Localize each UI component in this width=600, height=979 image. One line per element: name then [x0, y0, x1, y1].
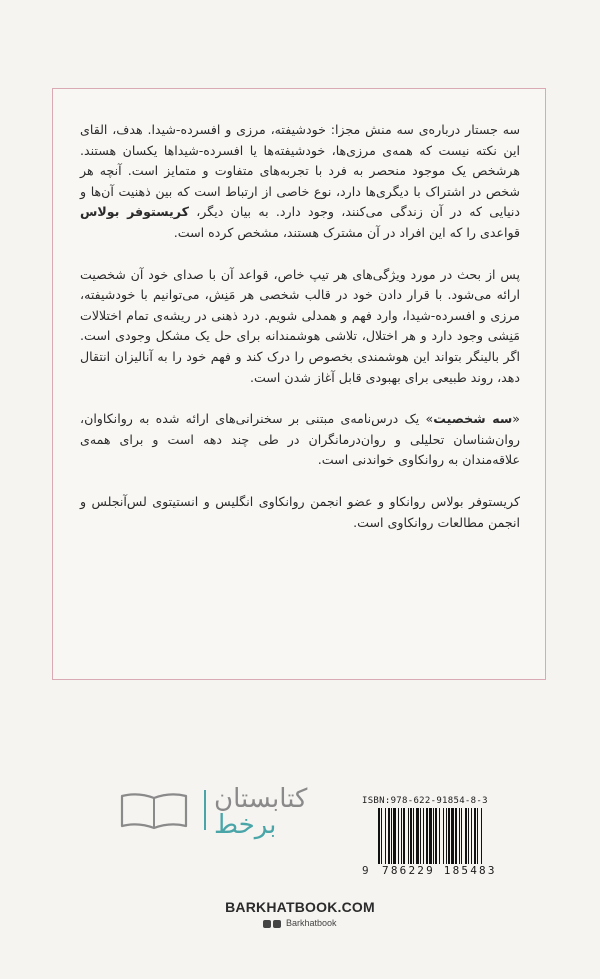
back-cover-text: [80, 120, 520, 533]
open-book-icon: [118, 788, 190, 832]
barcode-digits: 786229 185483: [382, 864, 497, 877]
author-name-bold: کریستوفر بولاس: [80, 204, 189, 220]
logo-divider: [204, 790, 206, 830]
instagram-icon: [273, 920, 281, 928]
paragraph-2: پس از بحث در مورد ویژگی‌های هر تیپ خاص، قواعد آن با صدای خود آن شخصیت ارائه می‌شود. با قرار دادن خود در قالب شخصی هر مَنِش، می‌توانیم با خودشیفته، مرزی و افسرده-شیدا، وارد فهم و همدلی شویم. درد ذهنی در ریشه‌ی تمام اختلالات مَنِشی وجود دارد و هر اختلال، تلاشی هوشمندانه برای حل یک مشکل وجودی است. اگر بالینگر بتواند این هوشمندی بخصوص را درک کند و فهم خود را به آنالیزان انتقال دهد، روند طبیعی برای بهبودی قابل آغاز شدن است.: [80, 266, 520, 385]
book-title-bold: سه شخصیت: [433, 411, 513, 427]
isbn-barcode: [378, 808, 520, 864]
website-url: BARKHATBOOK.COM: [225, 899, 375, 915]
social-handle-row: [0, 918, 600, 928]
publisher-name-line-2: برخط: [214, 810, 277, 840]
barcode-first-digit: 9: [362, 864, 369, 877]
isbn-label: ISBN:978-622-91854-8-3: [362, 796, 488, 806]
social-handle: Barkhatbook: [285, 918, 337, 928]
publisher-logo: [118, 784, 328, 840]
paragraph-1: سه جستار درباره‌ی سه منش مجزا: خودشیفته، مرزی و افسرده-شیدا. هدف، القای این نکته نیست که همه‌ی مرزی‌ها، خودشیفته‌ها یا افسرده-شیداها یکسان هستند. هرشخص یک موجود منحصر به فرد با تجربه‌های متفاوت و متمایز است. آنچه هر شخص در اشتراک با دیگری‌ها دارد، نوع خاصی از ارتباط است که بین ذهنیت آن‌ها و دنیایی که در آن زندگی می‌کنند، وجود دارد. به بیان دیگر، کریستوفر بولاس قواعدی را که این افراد در آن مشترک هستند، مشخص کرده است.: [80, 122, 521, 240]
telegram-icon: [263, 920, 271, 928]
paragraph-3: «سه شخصیت» یک درس‌نامه‌ی مبتنی بر سخنرانی‌های ارائه شده به روانکاوان، روان‌شناسان تحلیلی و روان‌درمانگران در طی چند دهه است و برای همه‌ی علاقه‌مندان به روانکاوی خواندنی است.: [80, 411, 521, 468]
publisher-name-line-1: کتابستان: [214, 784, 308, 814]
paragraph-4: کریستوفر بولاس روانکاو و عضو انجمن روانکاوی انگلیس و انستیتوی لس‌آنجلس و انجمن مطالعات روانکاوی است.: [80, 493, 520, 530]
